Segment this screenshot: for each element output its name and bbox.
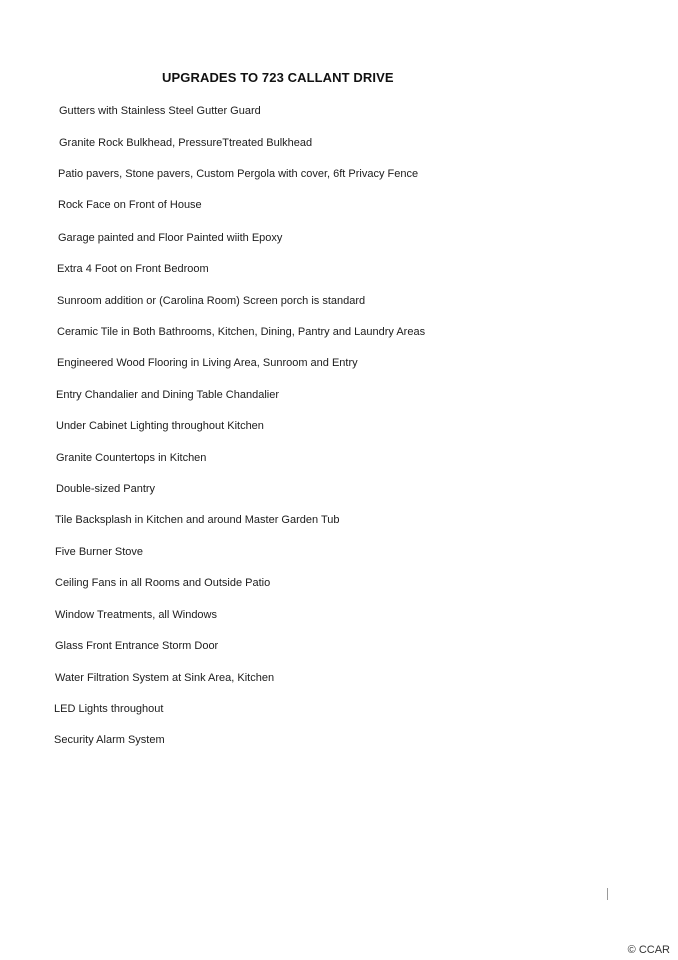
list-item: Double-sized Pantry — [56, 483, 156, 495]
list-item: Granite Countertops in Kitchen — [56, 452, 207, 464]
list-item: Glass Front Entrance Storm Door — [55, 640, 219, 652]
list-item: Ceiling Fans in all Rooms and Outside Patio — [55, 577, 271, 589]
list-item: Granite Rock Bulkhead, PressureTtreated Bulkhead — [59, 137, 313, 149]
list-item: Rock Face on Front of House — [58, 199, 202, 211]
list-item: Sunroom addition or (Carolina Room) Screen porch is standard — [57, 295, 366, 307]
list-item: Water Filtration System at Sink Area, Kitchen — [55, 672, 275, 684]
list-item: Under Cabinet Lighting throughout Kitchen — [56, 420, 264, 432]
list-item: Garage painted and Floor Painted wiith Epoxy — [58, 232, 283, 244]
list-item: Engineered Wood Flooring in Living Area, Sunroom and Entry — [57, 357, 358, 369]
list-item: Window Treatments, all Windows — [55, 609, 217, 621]
list-item: Entry Chandalier and Dining Table Chandalier — [56, 389, 279, 401]
list-item: Five Burner Stove — [55, 546, 144, 558]
scan-mark — [607, 888, 608, 900]
list-item: Gutters with Stainless Steel Gutter Guard — [59, 105, 261, 117]
copyright-notice: © CCAR — [627, 944, 670, 956]
list-item: LED Lights throughout — [54, 703, 164, 715]
list-item: Tile Backsplash in Kitchen and around Master Garden Tub — [55, 514, 340, 526]
list-item: Extra 4 Foot on Front Bedroom — [57, 263, 209, 275]
document-title: UPGRADES TO 723 CALLANT DRIVE — [162, 70, 394, 85]
list-item: Patio pavers, Stone pavers, Custom Pergola with cover, 6ft Privacy Fence — [58, 168, 419, 180]
list-item: Ceramic Tile in Both Bathrooms, Kitchen, Dining, Pantry and Laundry Areas — [57, 326, 426, 338]
list-item: Security Alarm System — [54, 734, 165, 746]
